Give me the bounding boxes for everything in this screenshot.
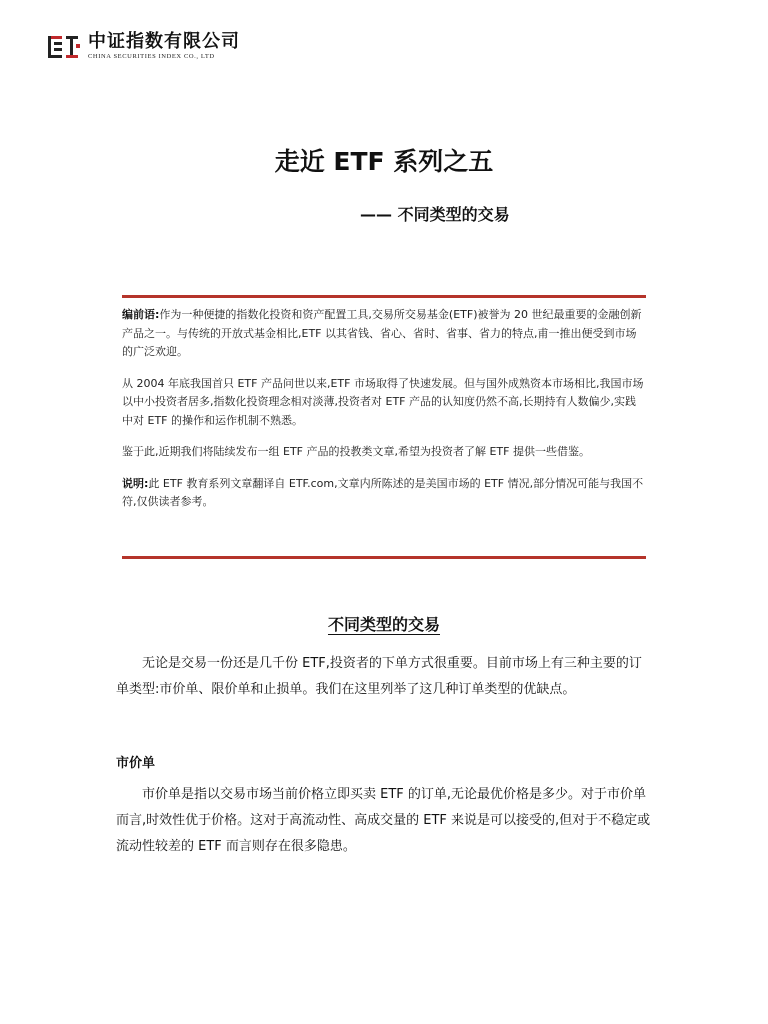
logo-name-cn: 中证指数有限公司 (88, 31, 240, 52)
section-title-text: 不同类型的交易 (327, 615, 440, 634)
intro-label: 编前语: (122, 308, 160, 321)
section-title (0, 612, 768, 635)
intro-text-1: 作为一种便捷的指数化投资和资产配置工具,交易所交易基金(ETF)被誉为 20 世纪最重要的金融创新产品之一。与传统的开放式基金相比,ETF 以其省钱、省心、省时、省事、省力的特点,甫一推出便受到市场的广泛欢迎。 (122, 308, 642, 358)
company-logo (46, 32, 240, 64)
editor-note-box (122, 306, 646, 525)
bottom-divider (122, 556, 646, 559)
note-label: 说明: (122, 476, 149, 490)
top-divider (122, 295, 646, 298)
body-paragraph-2 (116, 782, 654, 860)
intro-text-4: 此 ETF 教育系列文章翻译自 ETF.com,文章内所陈述的是美国市场的 ETF 情况,部分情况可能与我国不符,仅供读者参考。 (122, 476, 644, 508)
intro-paragraph-2: 从 2004 年底我国首只 ETF 产品问世以来,ETF 市场取得了快速发展。但与国外成熟资本市场相比,我国市场以中小投资者居多,指数化投资理念相对淡薄,投资者对 ETF 产品的认知度仍然不高,长期持有人数偏少,实践中对 ETF 的操作和运作机制不熟悉。 (122, 376, 644, 427)
logo-name-en: CHINA SECURITIES INDEX CO., LTD (88, 53, 215, 60)
intro-paragraph-4 (122, 475, 646, 512)
paragraph-text: 市价单是指以交易市场当前价格立即买卖 ETF 的订单,无论最优价格是多少。对于市价单而言,时效性优于价格。这对于高流动性、高成交量的 ETF 来说是可以接受的,但对于不稳定或流动性较差的 ETF 而言则存在很多隐患。 (116, 787, 651, 854)
intro-paragraph-1 (122, 306, 646, 362)
page-title: 走近 ETF 系列之五 (274, 147, 494, 176)
body-paragraph-1 (116, 651, 654, 703)
paragraph-text: 无论是交易一份还是几千份 ETF,投资者的下单方式很重要。目前市场上有三种主要的订单类型:市价单、限价单和止损单。我们在这里列举了这几种订单类型的优缺点。 (116, 656, 642, 697)
heading-market-order: 市价单 (116, 756, 156, 771)
intro-paragraph-3: 鉴于此,近期我们将陆续发布一组 ETF 产品的投教类文章,希望为投资者了解 ETF 提供一些借鉴。 (122, 445, 590, 458)
page-subtitle: —— 不同类型的交易 (360, 205, 510, 224)
csi-logo-icon (46, 32, 86, 64)
